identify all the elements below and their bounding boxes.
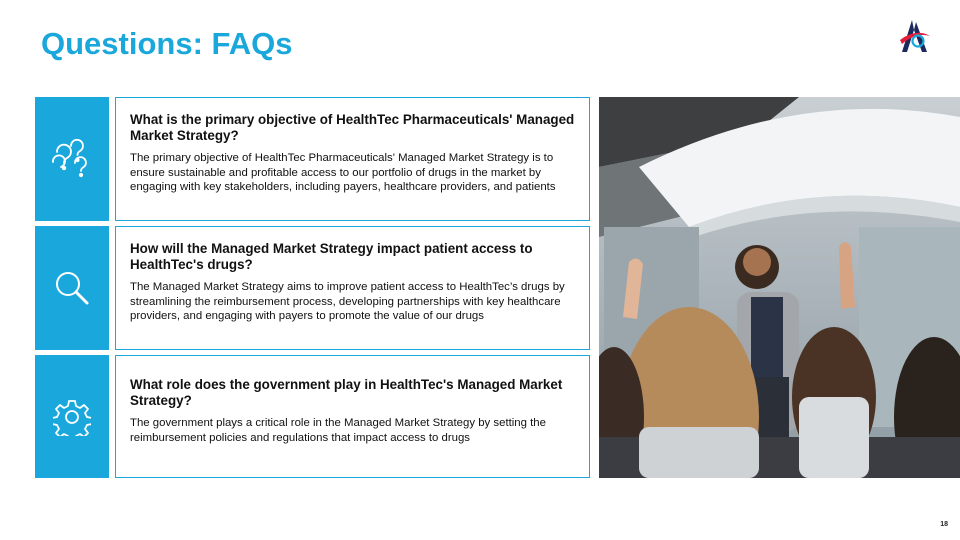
faq-answer: The primary objective of HealthTec Pharmaceuticals' Managed Market Strategy is to ensure sustainable and profitable access to our portfolio of drugs in the market by engaging with key stakeholders, including payers, healthcare providers, and patients xyxy=(130,152,556,193)
faq-question: What is the primary objective of HealthTec Pharmaceuticals' Managed Market Strategy? xyxy=(130,112,575,143)
question-marks-icon xyxy=(51,138,93,180)
faq-text-box xyxy=(115,355,590,478)
faq-text-box xyxy=(115,226,590,350)
faq-icon-panel xyxy=(35,226,109,350)
faq-answer: The government plays a critical role in the Managed Market Strategy by setting the reimbursement policies and regulations that impact access to drugs xyxy=(130,417,546,444)
faq-text-box xyxy=(115,97,590,221)
faq-question: What role does the government play in HealthTec's Managed Market Strategy? xyxy=(130,377,563,408)
faq-question: How will the Managed Market Strategy impact patient access to HealthTec's drugs? xyxy=(130,241,533,272)
faq-item-3 xyxy=(35,355,590,478)
faq-icon-panel xyxy=(35,355,109,478)
faq-answer: The Managed Market Strategy aims to improve patient access to HealthTec’s drugs by streamlining the reimbursement process, developing partnerships with key healthcare providers, and engaging with payers to promote the value of our drugs xyxy=(130,281,565,322)
presentation-photo xyxy=(599,97,960,478)
faq-icon-panel xyxy=(35,97,109,221)
magnifier-icon xyxy=(53,269,91,307)
page-number: 18 xyxy=(940,521,948,528)
gear-icon xyxy=(53,398,91,436)
slide-title: Questions: FAQs xyxy=(41,26,293,61)
faq-item-2 xyxy=(35,226,590,350)
faq-item-1 xyxy=(35,97,590,221)
company-logo xyxy=(898,18,932,54)
